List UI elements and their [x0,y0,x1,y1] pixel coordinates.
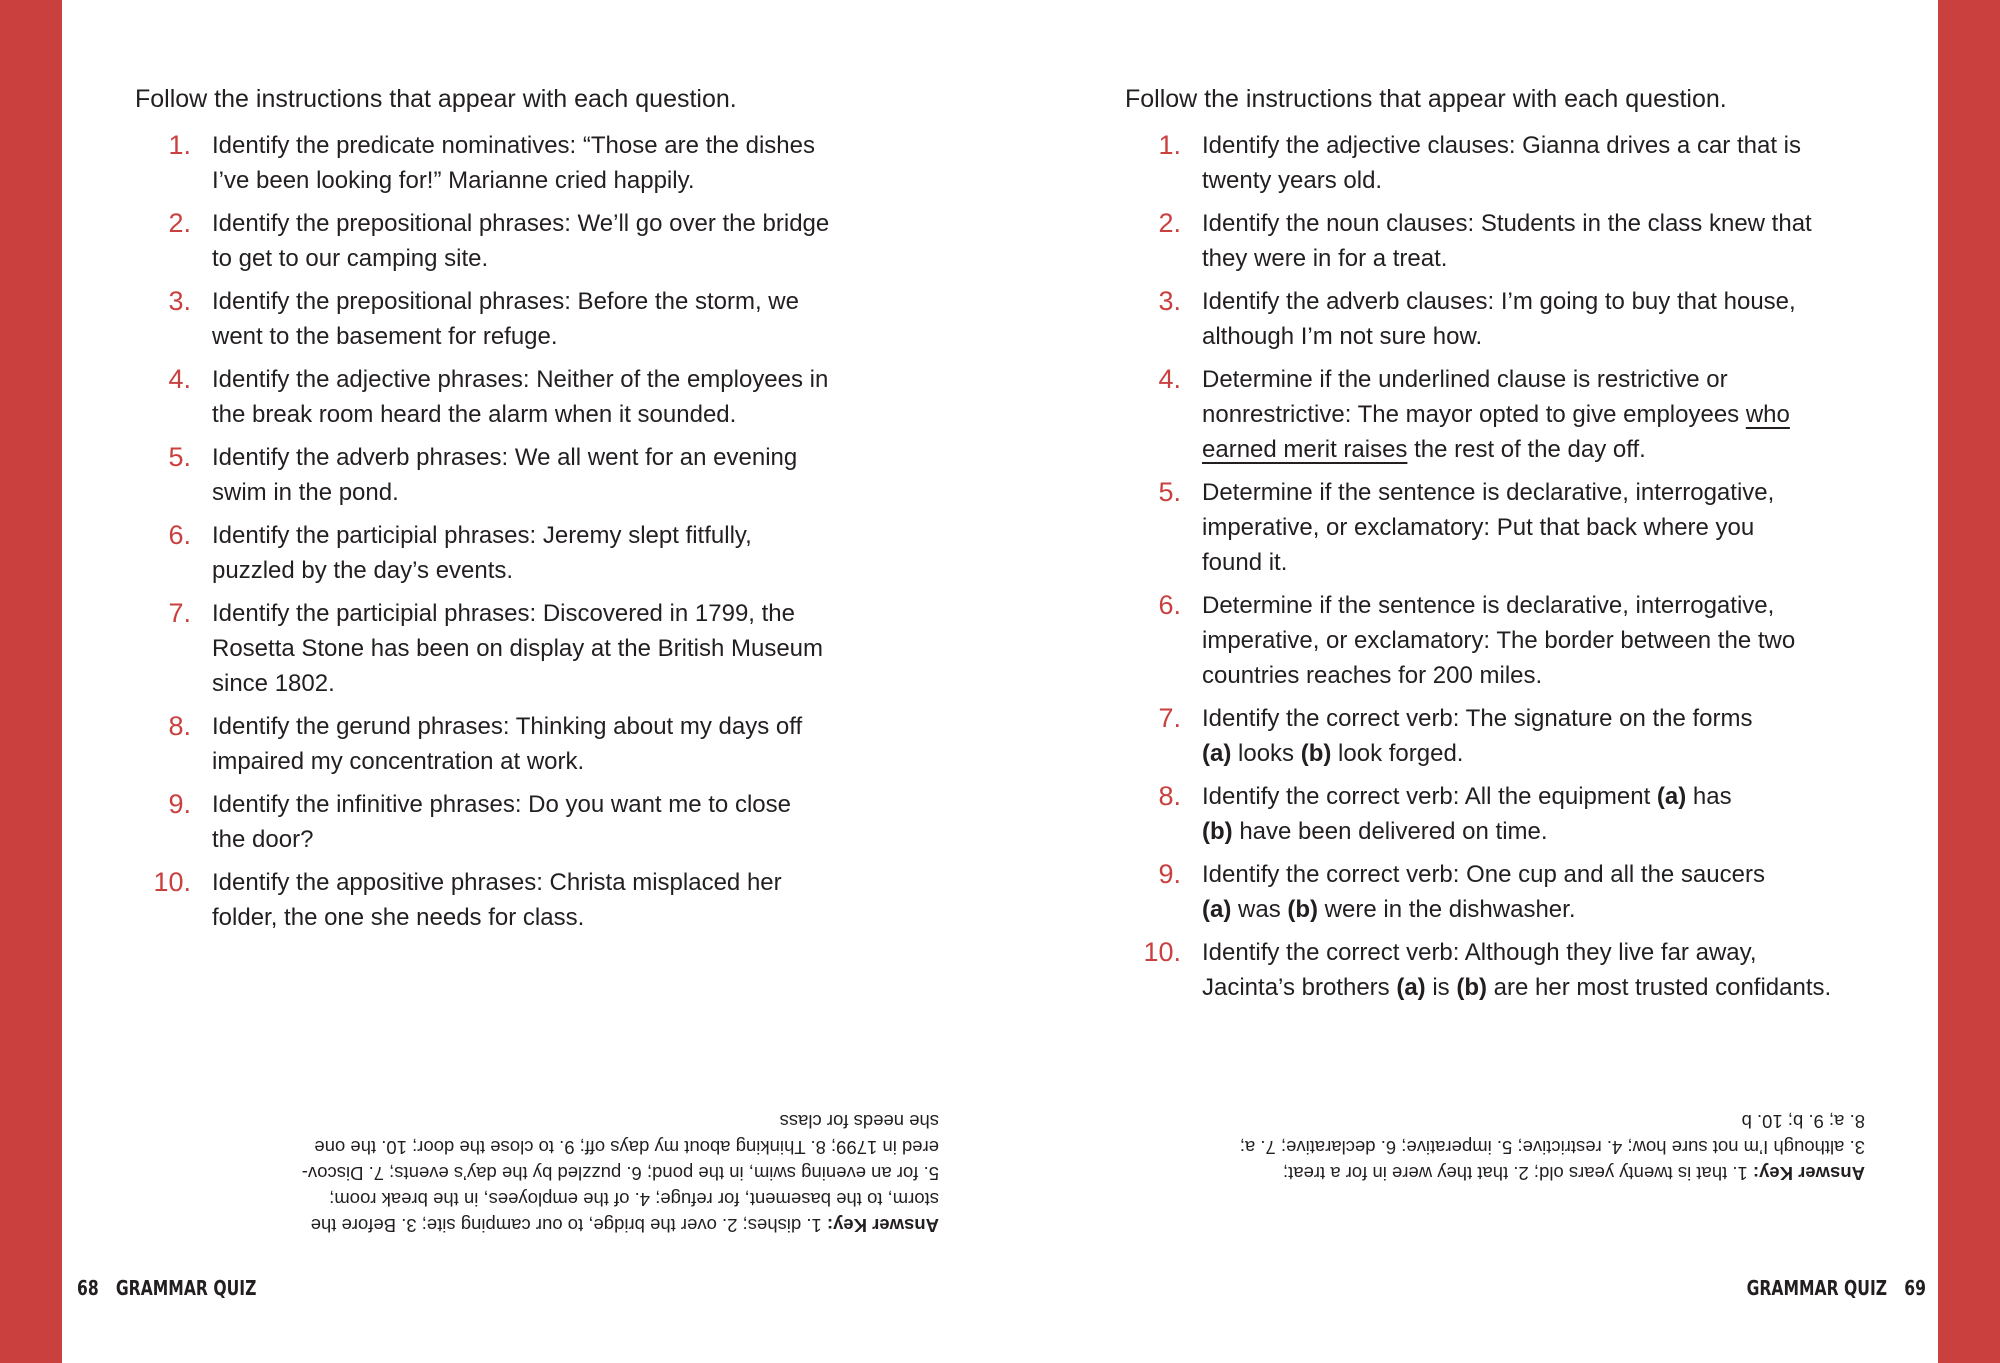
question-item [135,865,895,935]
question-item [135,362,895,432]
answer-key-upside-down [1155,1108,1865,1186]
page-number: 68 [77,1276,99,1300]
question-text [1202,779,1885,849]
question-text-part: looks [1231,740,1301,767]
question-text-part: the rest of the day off. [1407,436,1646,463]
question-number: 5. [1158,477,1181,507]
option-b-label: (b) [1456,974,1487,1001]
option-a-label: (a) [1202,896,1232,923]
question-text: Identify the gerund phrases: Thinking about my days off impaired my concentration at work. [212,713,803,775]
left-page [62,0,1000,1363]
question-number: 2. [1158,208,1181,238]
question-item [1125,128,1885,198]
question-number: 4. [1158,364,1181,394]
option-a-label: (a) [1396,974,1426,1001]
question-text: Identify the participial phrases: Jeremy slept fitfully, puzzled by the day’s events. [212,522,752,584]
question-item [135,128,895,198]
question-text: Identify the adverb clauses: I’m going to buy that house, although I’m not sure how. [1202,288,1796,350]
question-item [1125,284,1885,354]
answer-key-label: Answer Key: [826,1215,939,1236]
running-title: GRAMMAR QUIZ [115,1276,257,1300]
instructions-text: Follow the instructions that appear with each question. [1125,85,1727,113]
question-text: Identify the adverb phrases: We all went for an evening swim in the pond. [212,444,798,506]
question-text-part: Identify the correct verb: Although they live far away, Jacinta’s brothers [1202,939,1757,1001]
question-number: 9. [168,789,191,819]
question-item [135,709,895,779]
question-text-part: was [1231,896,1288,923]
question-text: Identify the adjective phrases: Neither of the employees in the break room heard the alarm when it sounded. [212,366,829,428]
answer-key-text: 1. that is twenty years old; 2. that they were in for a treat; 3. although I’m not sure how; 4. restrictive; 5. imperative; 6. declarative; 7. a; 8. a; 9. b; 10. b [1239,1111,1865,1184]
question-number: 9. [1158,859,1181,889]
question-text-part: were in the dishwasher. [1318,896,1576,923]
question-item [135,284,895,354]
question-text: Identify the appositive phrases: Christa misplaced her folder, the one she needs for class. [212,869,782,931]
question-text [1202,935,1885,1005]
right-page [1000,0,1938,1363]
question-list [135,128,895,943]
question-text: Identify the prepositional phrases: Before the storm, we went to the basement for refuge. [212,288,799,350]
page-footer [1747,1276,1926,1300]
question-item [135,206,895,276]
question-number: 8. [168,711,191,741]
question-number: 6. [168,520,191,550]
option-b-label: (b) [1202,818,1233,845]
question-text [1202,857,1885,927]
option-a-label: (a) [1202,740,1232,767]
question-text: Identify the adjective clauses: Gianna drives a car that is twenty years old. [1202,132,1801,194]
question-item [135,596,895,701]
question-item [1125,475,1885,580]
question-number: 10. [1143,937,1181,967]
underlined-clause: who [1745,401,1790,428]
question-text-part: Identify the correct verb: All the equipment [1202,783,1657,810]
question-item [135,440,895,510]
question-item [1125,206,1885,276]
question-text-part: have been delivered on time. [1232,818,1548,845]
answer-key-label: Answer Key: [1752,1163,1865,1184]
left-red-edge [0,0,62,1363]
underlined-clause: earned merit raises [1202,436,1408,463]
question-text: Identify the noun clauses: Students in the class knew that they were in for a treat. [1202,210,1812,272]
question-text [1202,362,1885,467]
question-item [1125,935,1885,1005]
question-item [135,518,895,588]
question-number: 10. [153,867,191,897]
question-number: 7. [168,598,191,628]
right-red-edge [1938,0,2000,1363]
question-text-part: look forged. [1331,740,1464,767]
question-text-part: Identify the correct verb: One cup and all the saucers [1202,861,1765,888]
question-text: Identify the infinitive phrases: Do you want me to close the door? [212,791,791,853]
question-text: Identify the prepositional phrases: We’ll go over the bridge to get to our camping site. [212,210,830,272]
option-b-label: (b) [1287,896,1319,923]
question-item [1125,779,1885,849]
running-title: GRAMMAR QUIZ [1746,1276,1888,1300]
question-number: 8. [1158,781,1181,811]
question-number: 3. [168,286,191,316]
question-text: Identify the participial phrases: Discovered in 1799, the Rosetta Stone has been on display at the British Museum since 1802. [212,600,824,697]
question-number: 5. [168,442,191,472]
question-number: 1. [168,130,191,160]
question-text [1202,701,1885,771]
page-footer [77,1276,256,1300]
question-number: 7. [1158,703,1181,733]
question-list [1125,128,1885,1013]
question-text-part: is [1425,974,1457,1001]
question-number: 3. [1158,286,1181,316]
page-number: 69 [1904,1276,1926,1300]
question-text: Determine if the sentence is declarative, interrogative, imperative, or exclamatory: Put that back where you found it. [1202,479,1775,576]
question-number: 6. [1158,590,1181,620]
question-text-part: are her most trusted confidants. [1487,974,1832,1001]
answer-key-upside-down [154,1108,939,1238]
question-text-part: Identify the correct verb: The signature on the forms [1202,705,1753,732]
question-text: Determine if the sentence is declarative, interrogative, imperative, or exclamatory: The border between the two countries reaches for 200 miles. [1202,592,1796,689]
option-b-label: (b) [1300,740,1332,767]
answer-key-text: 1. dishes; 2. over the bridge, to our camping site; 3. Before the storm, to the basement, for refuge; 4. of the employees, in the break room; 5. for an evening swim, in the pond; 6. puzzled by the day’s events; 7. Discov- ered in 1799; 8. Thinking about my days off; 9. to close the door; 10. the one she needs for class [301,1111,939,1236]
question-text-part: Determine if the underlined clause is restrictive or nonrestrictive: The mayor opted to give employees [1202,366,1740,428]
question-item [1125,588,1885,693]
question-number: 1. [1158,130,1181,160]
question-item [1125,701,1885,771]
question-item [135,787,895,857]
question-item [1125,362,1885,467]
question-text-part: has [1692,783,1732,810]
option-a-label: (a) [1656,783,1687,810]
question-number: 4. [168,364,191,394]
question-item [1125,857,1885,927]
question-number: 2. [168,208,191,238]
question-text: Identify the predicate nominatives: “Those are the dishes I’ve been looking for!” Marianne cried happily. [212,132,815,194]
instructions-text: Follow the instructions that appear with each question. [135,85,737,113]
